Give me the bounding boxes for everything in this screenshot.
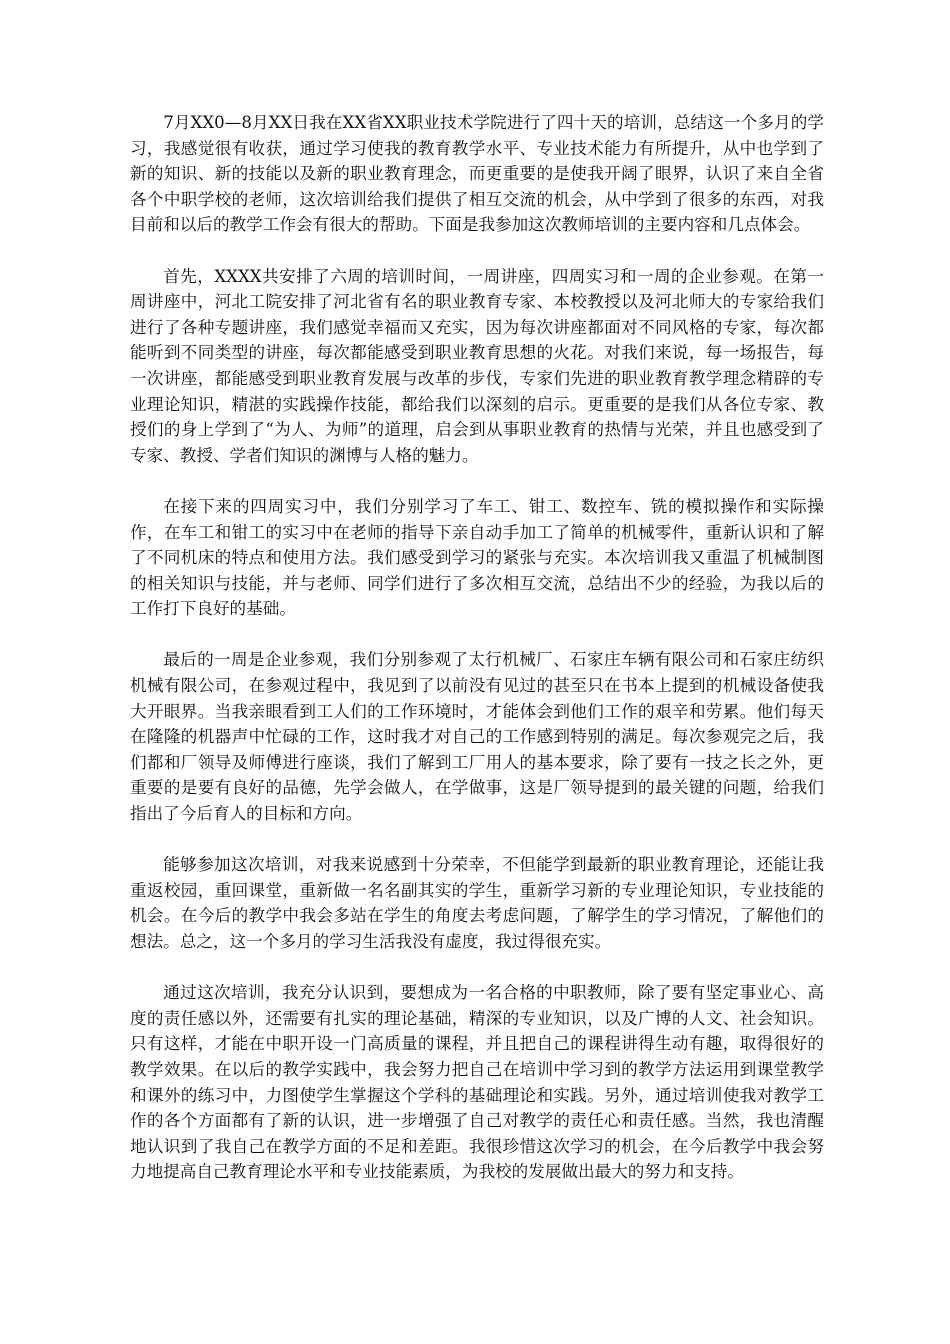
paragraph-internship: 在接下来的四周实习中，我们分别学习了车工、钳工、数控车、铣的模拟操作和实际操作，在车工和钳工的实习中在老师的指导下亲自动手加工了简单的机械零件，重新认识和了解了不同机床的特点和使用方法。我们感受到学习的紧张与充实。本次培训我又重温了机械制图的相关知识与技能，并与老师、同学们进行了多次相互交流，总结出不少的经验，为我以后的工作打下良好的基础。	[130, 496, 824, 619]
document-body	[130, 110, 824, 1185]
paragraph-conclusion: 通过这次培训，我充分认识到，要想成为一名合格的中职教师，除了要有坚定事业心、高度的责任感以外，还需要有扎实的理论基础，精深的专业知识，以及广博的人文、社会知识。只有这样，才能在中职开设一门高质量的课程，并且把自己的课程讲得生动有趣，取得很好的教学效果。在以后的教学实践中，我会努力把自己在培训中学习到的教学方法运用到课堂教学和课外的练习中，力图使学生掌握这个学科的基础理论和实践。另外，通过培训使我对教学工作的各个方面都有了新的认识，进一步增强了自己对教学的责任心和责任感。当然，我也清醒地认识到了我自己在教学方面的不足和差距。我很珍惜这次学习的机会，在今后教学中我会努力地提高自己教育理论水平和专业技能素质，为我校的发展做出最大的努力和支持。	[130, 983, 824, 1182]
paragraph-intro: 7月XX0—8月XX日我在XX省XX职业技术学院进行了四十天的培训，总结这一个多月的学习，我感觉很有收获，通过学习使我的教育教学水平、专业技术能力有所提升，从中也学到了新的知识、新的技能以及新的职业教育理念，而更重要的是使我开阔了眼界，认识了来自全省各个中职学校的老师，这次培训给我们提供了相互交流的机会，从中学到了很多的东西，对我目前和以后的教学工作会有很大的帮助。下面是我参加这次教师培训的主要内容和几点体会。	[130, 113, 824, 235]
paragraph-reflection: 能够参加这次培训，对我来说感到十分荣幸，不但能学到最新的职业教育理论，还能让我重返校园，重回课堂，重新做一名名副其实的学生，重新学习新的专业理论知识，专业技能的机会。在今后的教学中我会多站在学生的角度去考虑问题，了解学生的学习情况，了解他们的想法。总之，这一个多月的学习生活我没有虚度，我过得很充实。	[130, 855, 824, 951]
paragraph-lectures: 首先，XXXX共安排了六周的培训时间，一周讲座，四周实习和一周的企业参观。在第一周讲座中，河北工院安排了河北省有名的职业教育专家、本校教授以及河北师大的专家给我们进行了各种专题讲座，我们感觉幸福而又充实，因为每次讲座都面对不同风格的专家，每次都能听到不同类型的讲座，每次都能感受到职业教育思想的火花。对我们来说，每一场报告，每一次讲座，都能感受到职业教育发展与改革的步伐，专家们先进的职业教育教学理念精辟的专业理论知识，精湛的实践操作技能，都给我们以深刻的启示。更重要的是我们从各位专家、教授们的身上学到了“为人、为师”的道理，启会到从事职业教育的热情与光荣，并且也感受到了专家、教授、学者们知识的渊博与人格的魅力。	[130, 266, 824, 465]
paragraph-company-visits: 最后的一周是企业参观，我们分别参观了太行机械厂、石家庄车辆有限公司和石家庄纺织机械有限公司，在参观过程中，我见到了以前没有见过的甚至只在书本上提到的机械设备使我大开眼界。当我亲眼看到工人们的工作环境时，才能体会到他们工作的艰辛和劳累。他们每天在隆隆的机器声中忙碌的工作，这时我才对自己的工作感到特别的满足。每次参观完之后，我们都和厂领导及师傅进行座谈，我们了解到工厂用人的基本要求，除了要有一技之长之外，更重要的是要有良好的品德，先学会做人，在学做事，这是厂领导提到的最关键的问题，给我们指出了今后育人的目标和方向。	[130, 650, 824, 824]
